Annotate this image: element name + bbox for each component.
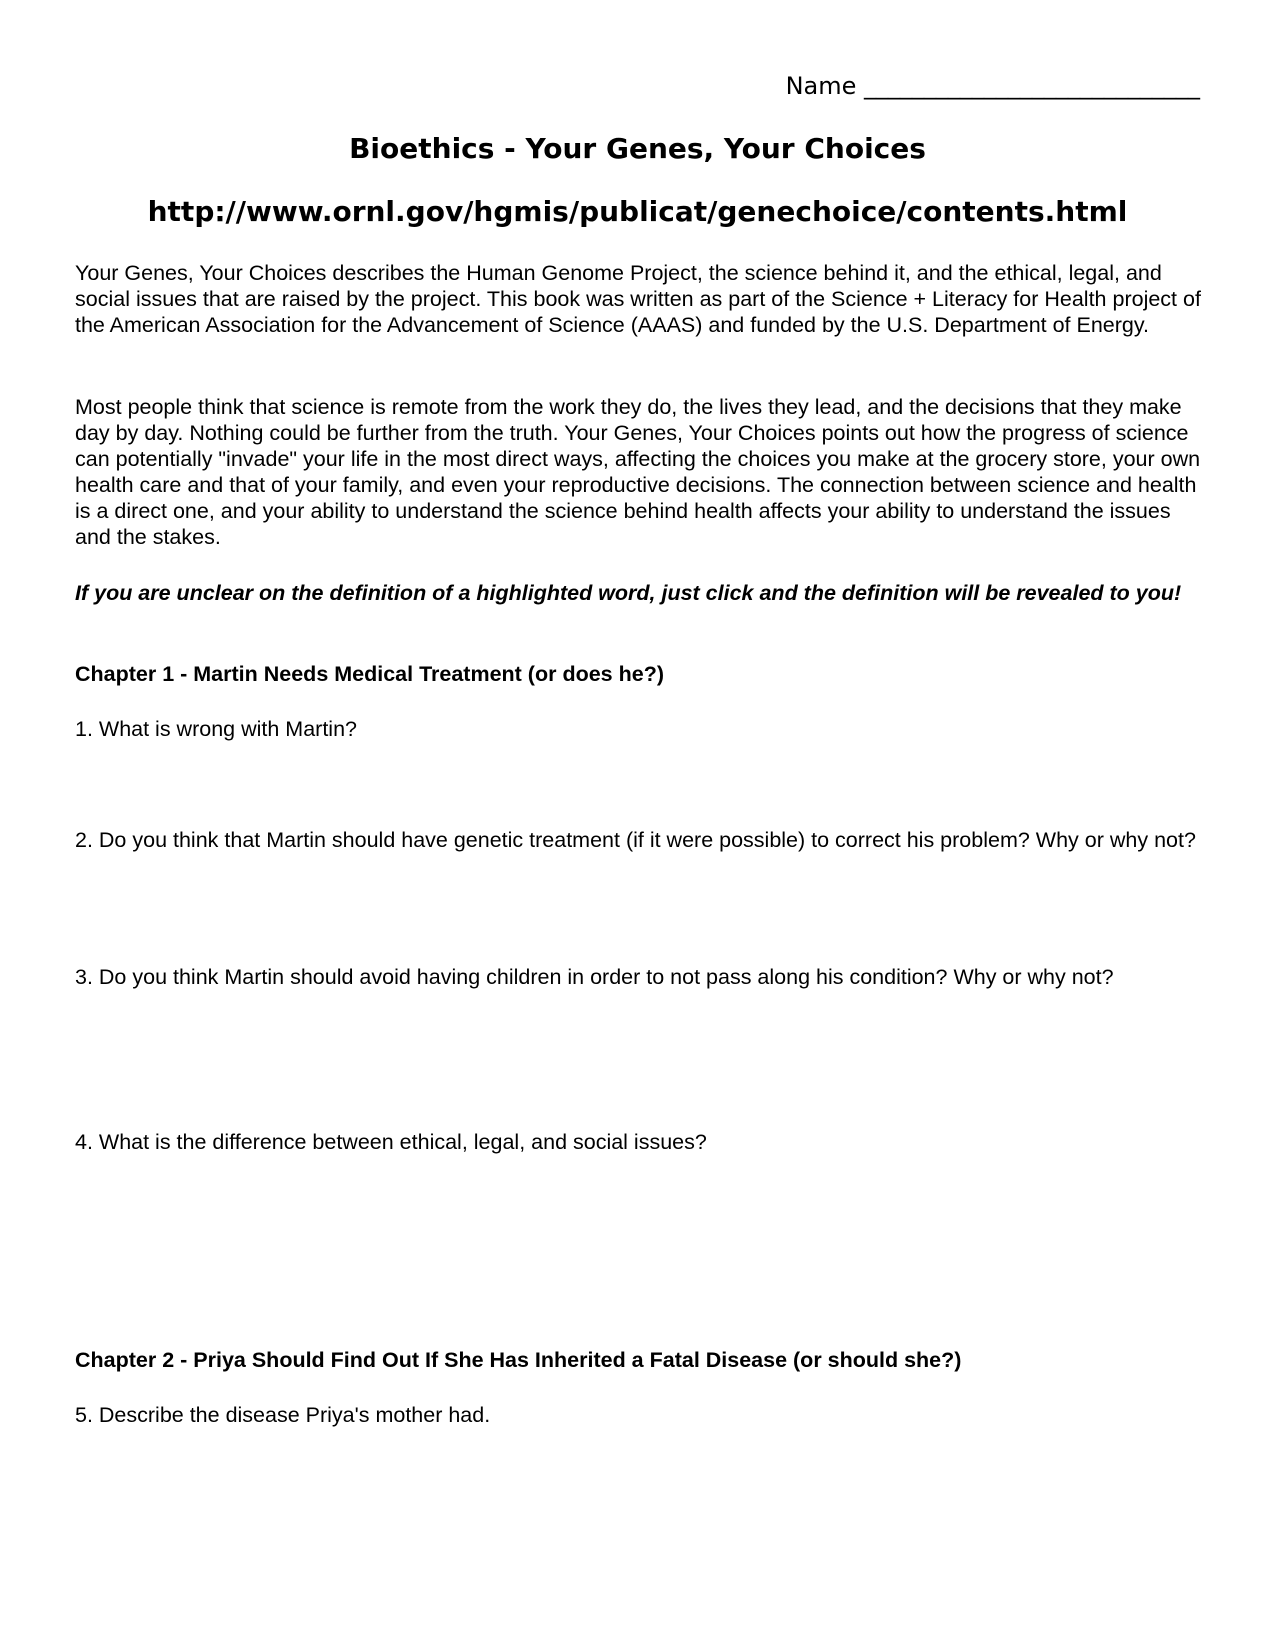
source-url: http://www.ornl.gov/hgmis/publicat/genechoice/contents.html [147, 195, 1128, 228]
question-5: 5. Describe the disease Priya's mother had. [75, 1403, 491, 1427]
name-field-label: Name ____________________________ [785, 72, 1200, 100]
intro-paragraph-1: Your Genes, Your Choices describes the Human Genome Project, the science behind it, and the ethical, legal, and social issues that are raised by the project. This book was written as part of the Science + Literacy for Health project of the American Association for the Advancement of Science (AAAS) and funded by the U.S. Department of Energy. [75, 261, 1201, 337]
definition-note: If you are unclear on the definition of a highlighted word, just click and the definition will be revealed to you! [75, 581, 1182, 605]
question-1: 1. What is wrong with Martin? [75, 717, 357, 741]
intro-paragraph-2: Most people think that science is remote from the work they do, the lives they lead, and the decisions that they make day by day. Nothing could be further from the truth. Your Genes, Your Choices points out how the progress of science can potentially "invade" your life in the most direct ways, affecting the choices you make at the grocery store, your own health care and that of your family, and even your reproductive decisions. The connection between science and health is a direct one, and your ability to understand the science behind health affects your ability to understand the issues and the stakes. [75, 395, 1201, 549]
chapter-2-heading: Chapter 2 - Priya Should Find Out If She Has Inherited a Fatal Disease (or should she?) [75, 1348, 962, 1372]
question-4: 4. What is the difference between ethical, legal, and social issues? [75, 1130, 707, 1154]
question-2: 2. Do you think that Martin should have genetic treatment (if it were possible) to correct his problem? Why or why not? [75, 828, 1196, 852]
page-title: Bioethics - Your Genes, Your Choices [349, 132, 926, 165]
chapter-1-heading: Chapter 1 - Martin Needs Medical Treatment (or does he?) [75, 662, 664, 686]
question-3: 3. Do you think Martin should avoid having children in order to not pass along his condition? Why or why not? [75, 965, 1114, 989]
